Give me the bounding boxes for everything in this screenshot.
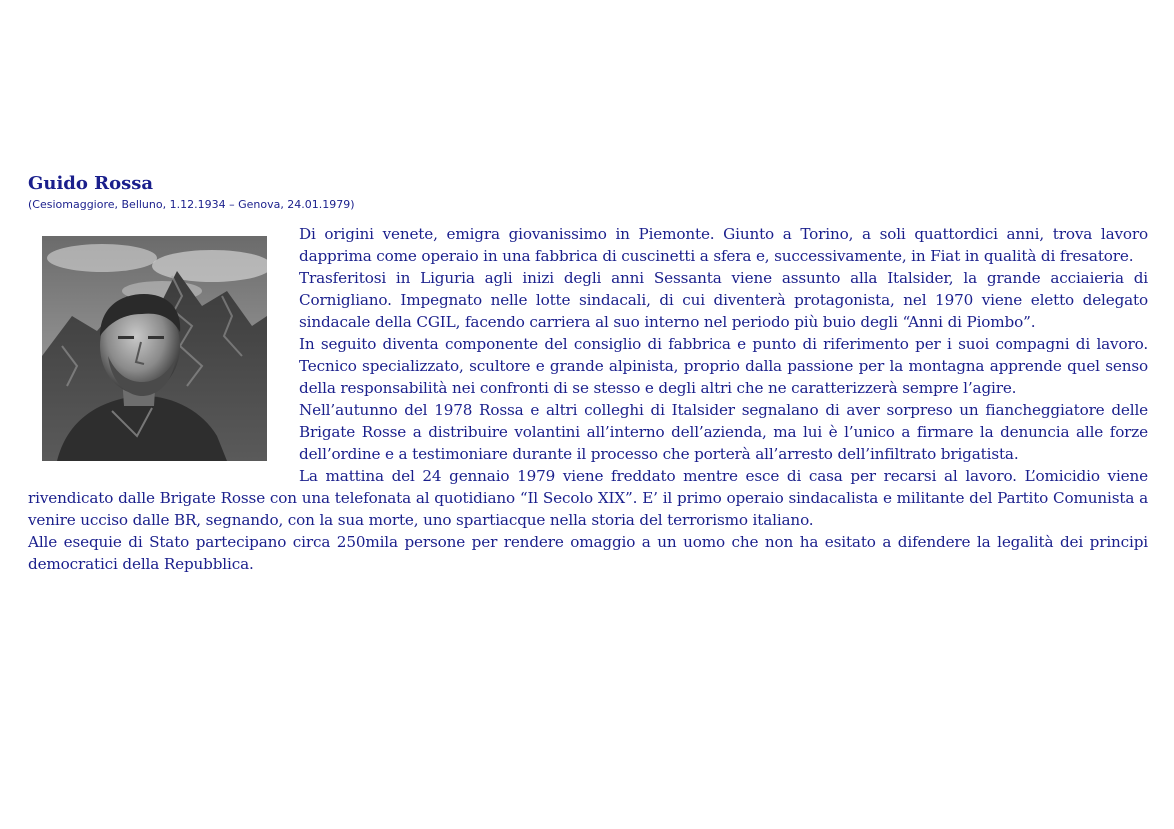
article-title: Guido Rossa [28, 173, 154, 194]
article-subtitle: (Cesiomaggiore, Belluno, 1.12.1934 – Genova, 24.01.1979) [28, 198, 355, 211]
paragraph-council: In seguito diventa componente del consiglio di fabbrica e punto di riferimento per i suoi compagni di lavoro. Tecnico specializzato, scultore e grande alpinista, proprio dalla passione per la montagna apprende quel senso della responsabilità nei confronti di se stesso e degli altri che ne caratterizzerà sempre l’agire. [299, 335, 1148, 397]
article [28, 172, 1148, 575]
paragraph-liguria: Trasferitosi in Liguria agli inizi degli anni Sessanta viene assunto alla Italsider, la grande acciaieria di Cornigliano. Impegnato nelle lotte sindacali, di cui diventerà protagonista, nel 1970 viene eletto delegato sindacale della CGIL, facendo carriera al suo interno nel periodo più buio degli “Anni di Piombo”. [299, 269, 1148, 331]
paragraph-origins: Di origini venete, emigra giovanissimo in Piemonte. Giunto a Torino, a soli quattordici anni, trova lavoro dapprima come operaio in una fabbrica di cuscinetti a sfera e, successivamente, in Fiat in qualità di fresatore. [299, 225, 1148, 265]
paragraph-funeral: Alle esequie di Stato partecipano circa 250mila persone per rendere omaggio a un uomo che non ha esitato a difendere la legalità dei principi democratici della Repubblica. [28, 533, 1148, 573]
paragraph-murder: La mattina del 24 gennaio 1979 viene freddato mentre esce di casa per recarsi al lavoro. L’omicidio viene rivendicato dalle Brigate Rosse con una telefonata al quotidiano “Il Secolo XIX”. E’ il primo operaio sindacalista e militante del Partito Comunista a venire ucciso dalle BR, segnando, con la sua morte, uno spartiacque nella storia del terrorismo italiano. [28, 467, 1148, 529]
article-body [28, 223, 1148, 575]
portrait-photo [42, 236, 267, 461]
paragraph-autumn-1978: Nell’autunno del 1978 Rossa e altri colleghi di Italsider segnalano di aver sorpreso un fiancheggiatore delle Brigate Rosse a distribuire volantini all’interno dell’azienda, ma lui è l’unico a firmare la denuncia alle forze dell’ordine e a testimoniare durante il processo che porterà all’arresto dell’infiltrato brigatista. [299, 401, 1148, 463]
portrait-photo-icon [42, 236, 267, 461]
